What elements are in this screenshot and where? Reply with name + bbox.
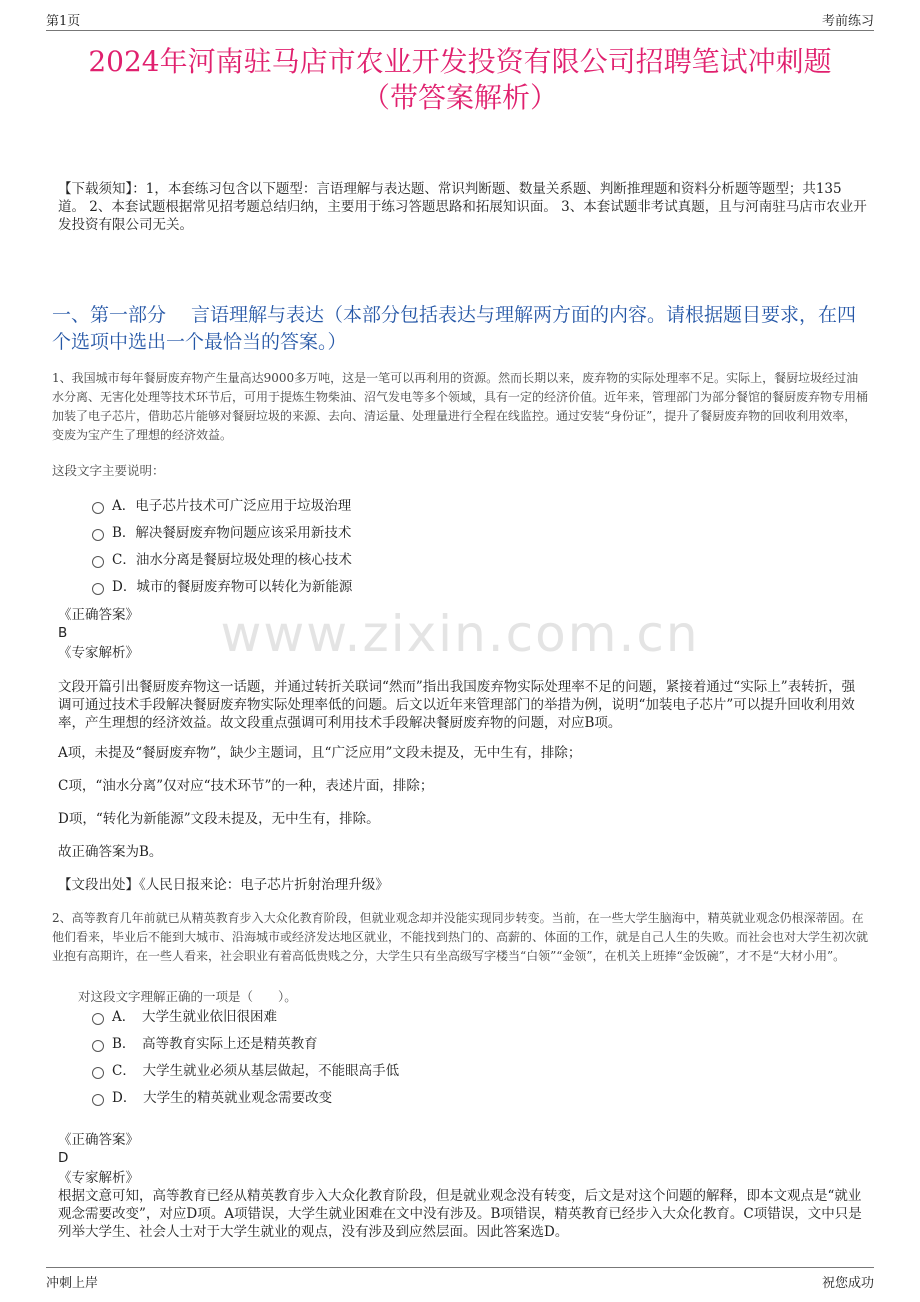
question-1-analysis-label: 《专家解析》: [58, 645, 139, 661]
footer-divider: [46, 1267, 874, 1268]
header-page-number: 第1页: [46, 14, 81, 29]
document-title: [40, 44, 880, 116]
question-1-analysis-main: 文段开篇引出餐厨废弃物这一话题，并通过转折关联词“然而”指出我国废弃物实际处理率不足的问题，紧接着通过“实际上”表转折，强调可通过技术手段解决餐厨废弃物实际处理率低的问题。后文以近年来管理部门的举措为例，说明“加装电子芯片”可以提升回收利用效率，产生理想的经济效益。故文段重点强调可利用技术手段解决餐厨废弃物的问题，对应B项。: [58, 679, 856, 731]
header-label: 考前练习: [821, 14, 874, 29]
option-label: A．电子芯片技术可广泛应用于垃圾治理: [112, 498, 352, 514]
option-label: C．油水分离是餐厨垃圾处理的核心技术: [112, 552, 352, 568]
radio-icon[interactable]: [92, 1040, 104, 1052]
question-1-option-a[interactable]: [92, 496, 351, 516]
question-1-analysis-a: A项，未提及“餐厨废弃物”，缺少主题词，且“广泛应用”文段未提及，无中生有，排除；: [58, 745, 582, 761]
radio-icon[interactable]: [92, 529, 104, 541]
option-label: B．解决餐厨废弃物问题应该采用新技术: [112, 525, 352, 541]
question-2-option-d[interactable]: [92, 1088, 332, 1108]
question-2-option-c[interactable]: [92, 1061, 399, 1081]
question-1-text: 1、我国城市每年餐厨废弃物产生量高达9000多万吨，这是一笔可以再利用的资源。然而长期以来，废弃物的实际处理率不足。实际上，餐厨垃圾经过油水分离、无害化处理等技术环节后，可用于提炼生物柴油、沼气发电等多个领域，具有一定的经济价值。近年来，管理部门为部分餐馆的餐厨废弃物专用桶加装了电子芯片，借助芯片能够对餐厨垃圾的来源、去向、清运量、处理量进行全程在线监控。通过安装“身份证”，提升了餐厨废弃物的回收利用效率，变废为宝产生了理想的经济效益。: [52, 371, 869, 442]
footer-left: 冲刺上岸: [46, 1276, 99, 1291]
question-2-option-b[interactable]: [92, 1034, 318, 1054]
radio-icon[interactable]: [92, 502, 104, 514]
option-label: D． 大学生的精英就业观念需要改变: [112, 1090, 333, 1106]
radio-icon[interactable]: [92, 1094, 104, 1106]
section-title: 一、第一部分 言语理解与表达（本部分包括表达与理解两方面的内容。请根据题目要求，在四个选项中选出一个最恰当的答案。）: [52, 304, 857, 353]
footer-right: 祝您成功: [821, 1276, 874, 1291]
question-2-analysis-label: 《专家解析》: [58, 1170, 139, 1186]
radio-icon[interactable]: [92, 1013, 104, 1025]
question-1-answer: B: [58, 625, 68, 641]
radio-icon[interactable]: [92, 556, 104, 568]
question-1-source: 【文段出处】《人民日报来论：电子芯片折射治理升级》: [58, 877, 389, 893]
question-1-conclusion: 故正确答案为B。: [58, 844, 163, 860]
question-1-analysis-d: D项，“转化为新能源”文段未提及，无中生有，排除。: [58, 811, 380, 827]
option-label: C． 大学生就业必须从基层做起，不能眼高手低: [112, 1063, 400, 1079]
question-2-analysis: 根据文意可知，高等教育已经从精英教育步入大众化教育阶段，但是就业观念没有转变，后文是对这个问题的解释，即本文观点是“就业观念需要改变”，对应D项。A项错误，大学生就业困难在文中没有涉及。B项错误，精英教育已经步入大众化教育。C项错误，文中只是列举大学生、社会人士对于大学生就业的观点，没有涉及到应然层面。因此答案选D。: [58, 1188, 862, 1240]
question-1-option-c[interactable]: [92, 550, 352, 570]
title-line-1: 2024年河南驻马店市农业开发投资有限公司招聘笔试冲刺题: [88, 45, 832, 78]
watermark: www.zixin.com.cn: [220, 605, 700, 663]
question-1-analysis-c: C项，“油水分离”仅对应“技术环节”的一种，表述片面，排除；: [58, 778, 434, 794]
option-label: B． 高等教育实际上还是精英教育: [112, 1036, 318, 1052]
download-notice: 【下载须知】：1，本套练习包含以下题型：言语理解与表达题、常识判断题、数量关系题、判断推理题和资料分析题等题型；共135道。 2、本套试题根据常见招考题总结归纳，主要用于练习答题思路和拓展知识面。 3、本套试题非考试真题，且与河南驻马店市农业开发投资有限公司无关。: [58, 181, 867, 233]
question-1-option-d[interactable]: [92, 577, 352, 597]
question-2-answer-label: 《正确答案》: [58, 1132, 139, 1148]
question-1-answer-label: 《正确答案》: [58, 607, 139, 623]
question-2-answer: D: [58, 1150, 69, 1166]
radio-icon[interactable]: [92, 1067, 104, 1079]
question-2-option-a[interactable]: [92, 1007, 277, 1027]
question-2-text: 2、高等教育几年前就已从精英教育步入大众化教育阶段，但就业观念却并没能实现同步转变。当前，在一些大学生脑海中，精英就业观念仍根深蒂固。在他们看来，毕业后不能到大城市、沿海城市或经济发达地区就业，不能找到热门的、高薪的、体面的工作，就是自己人生的失败。而社会也对大学生初次就业抱有高期许，在一些人看来，社会职业有着高低贵贱之分，大学生只有坐高级写字楼当“白领”“金领”，在机关上班捧“金饭碗”，才不是“大材小用”。: [52, 911, 869, 963]
question-1-prompt: 这段文字主要说明：: [52, 463, 165, 478]
question-1-option-b[interactable]: [92, 523, 351, 543]
header-divider: [46, 30, 874, 31]
option-label: A． 大学生就业依旧很困难: [112, 1009, 277, 1025]
title-line-2: （带答案解析）: [361, 81, 558, 114]
radio-icon[interactable]: [92, 583, 104, 595]
question-2-prompt: 对这段文字理解正确的一项是（ ）。: [78, 989, 297, 1004]
option-label: D．城市的餐厨废弃物可以转化为新能源: [112, 579, 353, 595]
